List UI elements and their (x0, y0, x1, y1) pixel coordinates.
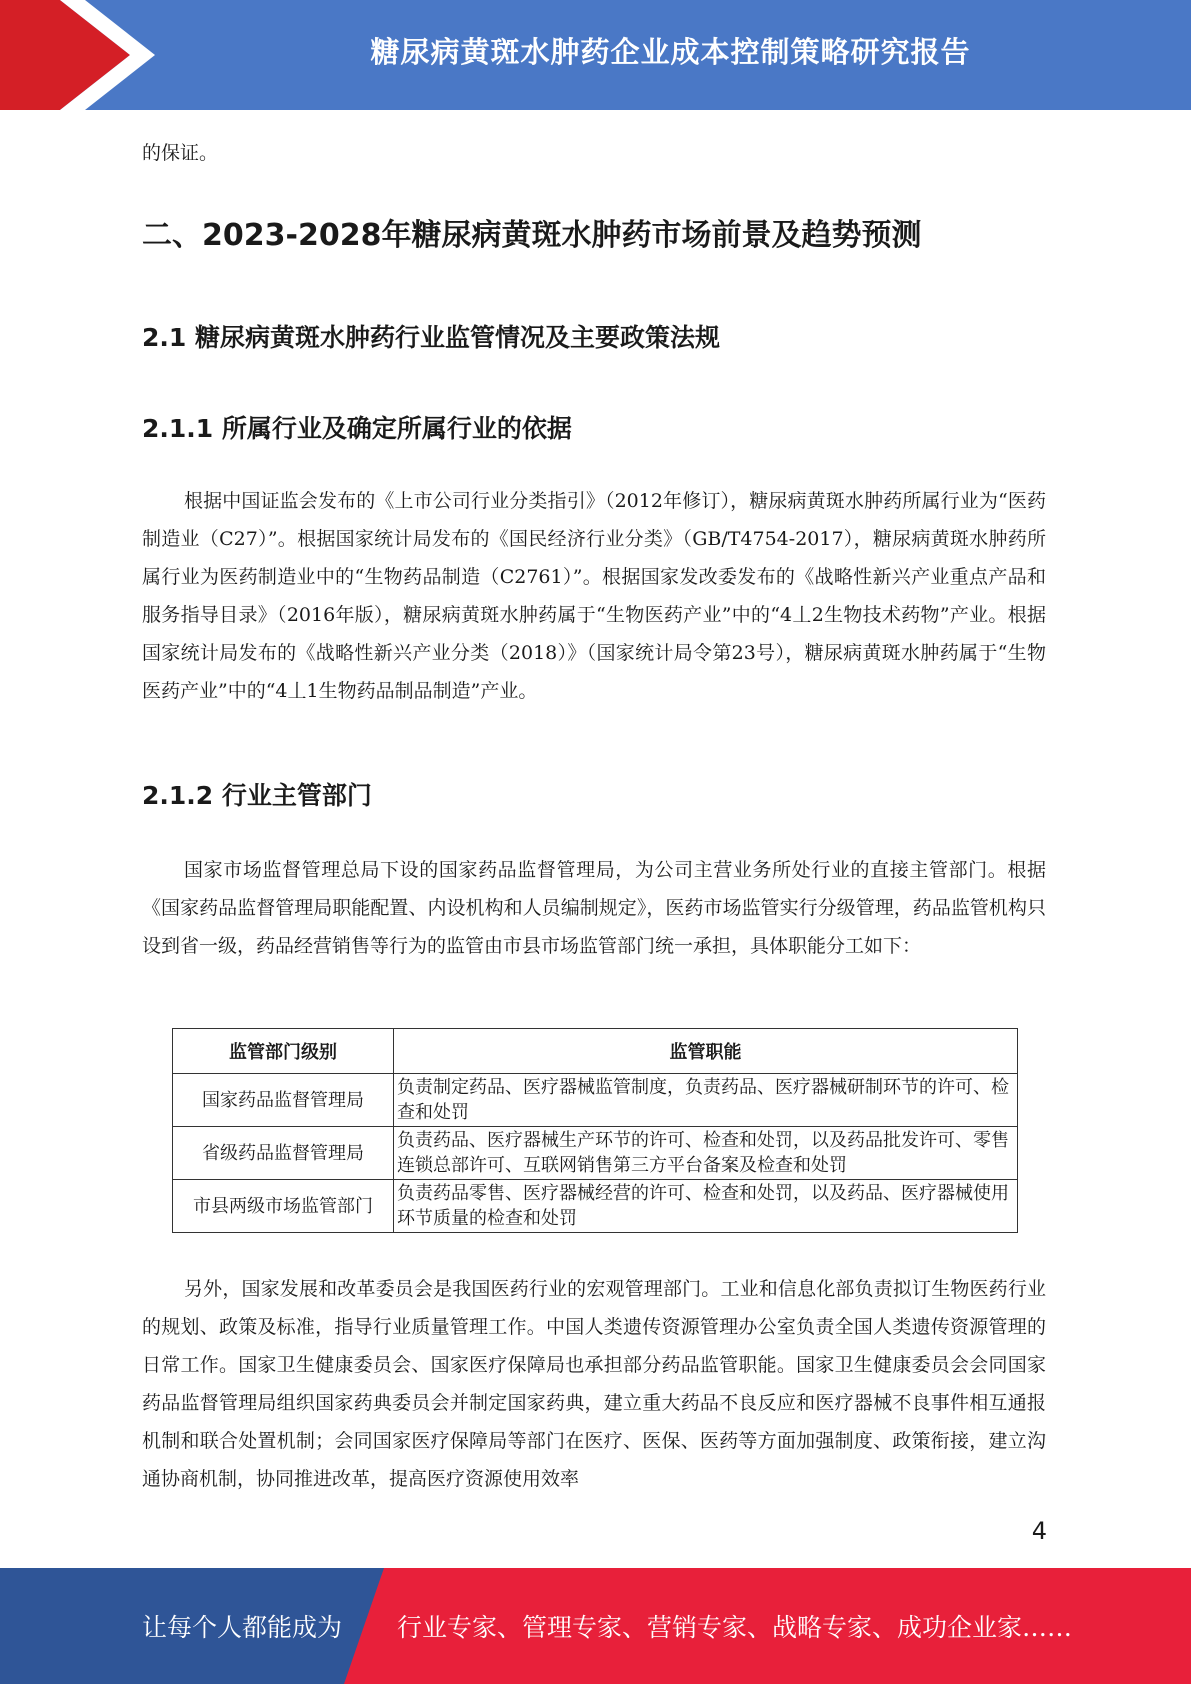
subsection-2-1-title: 2.1 糖尿病黄斑水肿药行业监管情况及主要政策法规 (142, 323, 720, 352)
subsection-2-1-1-title: 2.1.1 所属行业及确定所属行业的依据 (142, 414, 572, 443)
section-title: 二、2023-2028年糖尿病黄斑水肿药市场前景及趋势预测 (142, 218, 922, 253)
header-title: 糖尿病黄斑水肿药企业成本控制策略研究报告 (370, 34, 971, 69)
table-cell-duty: 负责药品零售、医疗器械经营的许可、检查和处罚，以及药品、医疗器械使用环节质量的检查和处罚 (394, 1180, 1018, 1233)
table-row (173, 1074, 1018, 1127)
page-footer (0, 1568, 1191, 1684)
table-row (173, 1180, 1018, 1233)
table-header-level: 监管部门级别 (173, 1029, 394, 1074)
table-cell-level: 国家药品监督管理局 (173, 1074, 394, 1127)
table-cell-level: 市县两级市场监管部门 (173, 1180, 394, 1233)
table-cell-duty: 负责制定药品、医疗器械监管制度，负责药品、医疗器械研制环节的许可、检查和处罚 (394, 1074, 1018, 1127)
table-header-row (173, 1029, 1018, 1074)
paragraph-macro-management: 另外，国家发展和改革委员会是我国医药行业的宏观管理部门。工业和信息化部负责拟订生物医药行业的规划、政策及标准，指导行业质量管理工作。中国人类遗传资源管理办公室负责全国人类遗传资源管理的日常工作。国家卫生健康委员会、国家医疗保障局也承担部分药品监管职能。国家卫生健康委员会会同国家药品监督管理局组织国家药典委员会并制定国家药典，建立重大药品不良反应和医疗器械不良事件相互通报机制和联合处置机制；会同国家医疗保障局等部门在医疗、医保、医药等方面加强制度、政策衔接，建立沟通协商机制，协同推进改革，提高医疗资源使用效率 (142, 1278, 1046, 1490)
footer-slogan-left: 让每个人都能成为 (142, 1613, 343, 1642)
table-row (173, 1127, 1018, 1180)
page-header (0, 0, 1191, 110)
table-cell-duty: 负责药品、医疗器械生产环节的许可、检查和处罚，以及药品批发许可、零售连锁总部许可、互联网销售第三方平台备案及检查和处罚 (394, 1127, 1018, 1180)
regulatory-table (172, 1028, 1018, 1233)
table-header-duty: 监管职能 (394, 1029, 1018, 1074)
page-number: 4 (1031, 1517, 1047, 1545)
table-cell-level: 省级药品监督管理局 (173, 1127, 394, 1180)
subsection-2-1-2-title: 2.1.2 行业主管部门 (142, 781, 372, 810)
paragraph-industry-classification: 根据中国证监会发布的《上市公司行业分类指引》（2012年修订），糖尿病黄斑水肿药所属行业为“医药制造业（C27）”。根据国家统计局发布的《国民经济行业分类》（GB/T4754-2017），糖尿病黄斑水肿药所属行业为医药制造业中的“生物药品制造（C2761）”。根据国家发改委发布的《战略性新兴产业重点产品和服务指导目录》（2016年版），糖尿病黄斑水肿药属于“生物医药产业”中的“4丄2生物技术药物”产业。根据国家统计局发布的《战略性新兴产业分类（2018）》（国家统计局令第23号），糖尿病黄斑水肿药属于“生物医药产业”中的“4丄1生物药品制品制造”产业。 (142, 490, 1046, 702)
intro-fragment: 的保证。 (142, 142, 219, 164)
paragraph-competent-department: 国家市场监督管理总局下设的国家药品监督管理局，为公司主营业务所处行业的直接主管部门。根据《国家药品监督管理局职能配置、内设机构和人员编制规定》，医药市场监管实行分级管理，药品监管机构只设到省一级，药品经营销售等行为的监管由市县市场监管部门统一承担，具体职能分工如下： (142, 859, 1046, 957)
footer-slogan-right: 行业专家、管理专家、营销专家、战略专家、成功企业家…… (397, 1613, 1073, 1642)
